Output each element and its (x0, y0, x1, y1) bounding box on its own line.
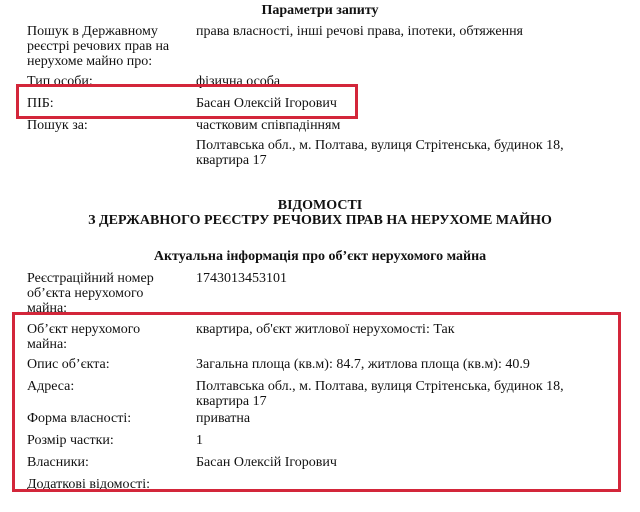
object-description-value: Загальна площа (кв.м): 84.7, житлова площа (кв.м): 40.9 (196, 357, 530, 372)
full-name-value: Басан Олексій Ігорович (196, 96, 337, 111)
register-title-line1: ВІДОМОСТІ (277, 198, 363, 213)
property-object-value: квартира, об'єкт житлової нерухомості: Так (196, 322, 455, 337)
reg-number-label: Реєстраційний номер об’єкта нерухомого майна: (27, 271, 154, 316)
person-type-value: фізична особа (196, 74, 281, 89)
full-name-label: ПІБ: (27, 96, 54, 111)
share-size-label: Розмір частки: (27, 433, 114, 448)
ownership-form-value: приватна (196, 411, 251, 426)
search-scope-label: Пошук в Державному реєстрі речових прав на нерухоме майно про: (27, 24, 170, 69)
search-by-label: Пошук за: (27, 118, 88, 133)
property-object-label: Об’єкт нерухомого майна: (27, 322, 141, 352)
search-scope-value: права власності, інші речові права, іпотеки, обтяження (196, 24, 523, 39)
owners-value: Басан Олексій Ігорович (196, 455, 337, 470)
person-type-label: Тип особи: (27, 74, 93, 89)
object-description-label: Опис об’єкта: (27, 357, 110, 372)
ownership-form-label: Форма власності: (27, 411, 132, 426)
reg-number-value: 1743013453101 (196, 271, 287, 286)
owners-label: Власники: (27, 455, 89, 470)
share-size-value: 1 (196, 433, 203, 448)
register-title-line2: З ДЕРЖАВНОГО РЕЄСТРУ РЕЧОВИХ ПРАВ НА НЕРУХОМЕ МАЙНО (88, 213, 552, 228)
search-params-heading: Параметри запиту (261, 3, 379, 18)
search-address-value: Полтавська обл., м. Полтава, вулиця Стрітенська, будинок 18, квартира 17 (196, 138, 564, 168)
additional-info-label: Додаткові відомості: (27, 477, 151, 492)
highlight-box-property (12, 312, 621, 492)
register-subtitle: Актуальна інформація про об’єкт нерухомого майна (153, 249, 487, 264)
highlight-box-name (16, 84, 358, 119)
address-value: Полтавська обл., м. Полтава, вулиця Стрітенська, будинок 18, квартира 17 (196, 379, 564, 409)
search-by-value: частковим співпадінням (196, 118, 341, 133)
address-label: Адреса: (27, 379, 75, 394)
